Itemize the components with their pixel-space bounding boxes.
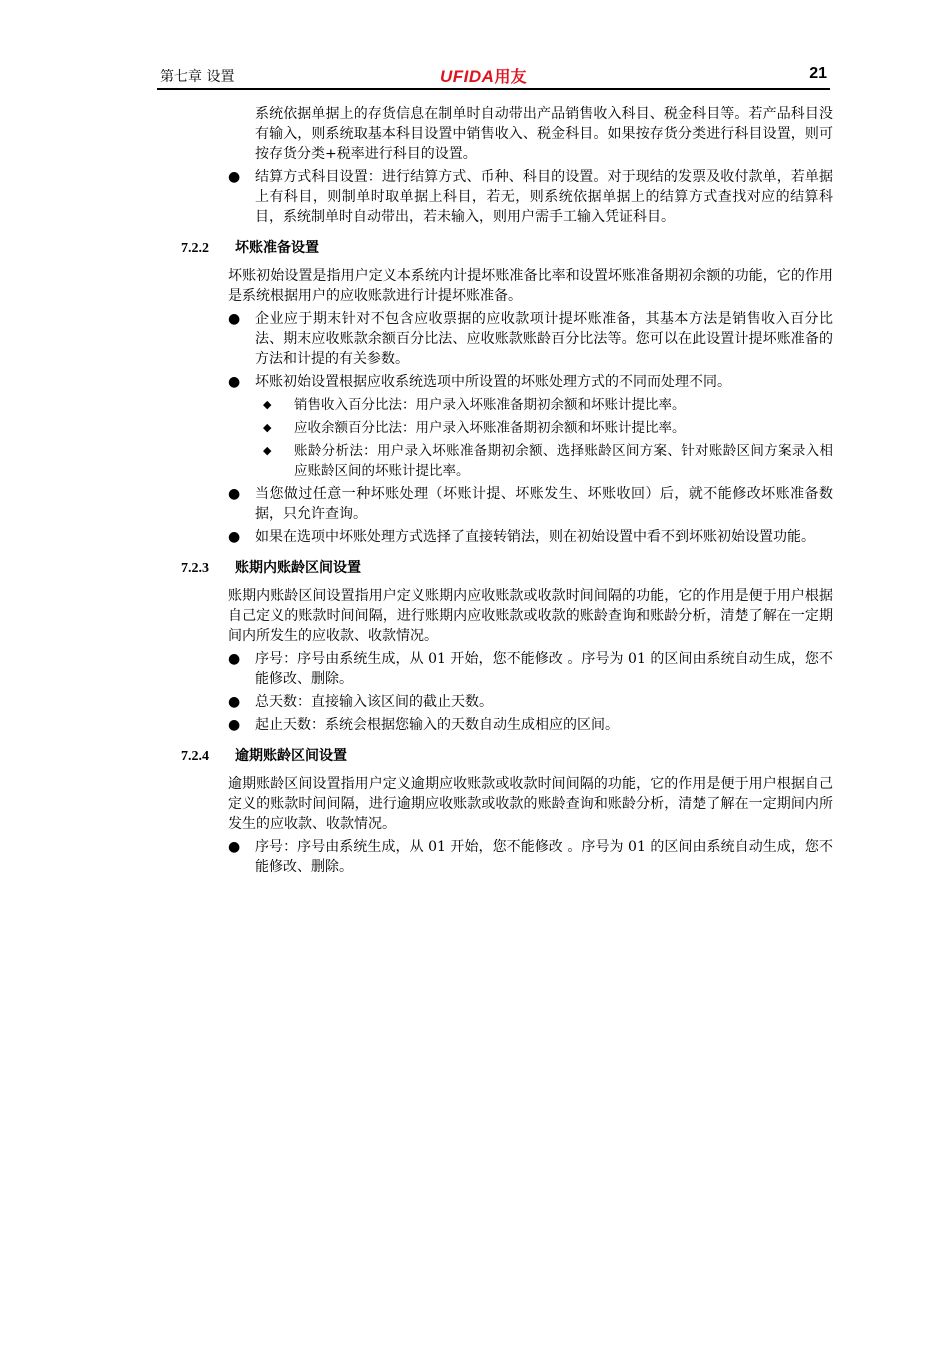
section-title: 逾期账龄区间设置	[235, 748, 347, 764]
bullet-icon: ●	[228, 169, 241, 185]
bullet-text: 企业应于期末针对不包含应收票据的应收款项计提坏账准备，其基本方法是销售收入百分比法、期末应收账款余额百分比法、应收账款账龄百分比法等。您可以在此设置计提坏账准备的方法和计提的有关参数。	[255, 311, 833, 367]
page-number: 21	[809, 65, 827, 82]
bullet-text: 序号：序号由系统生成，从 01 开始，您不能修改 。序号为 01 的区间由系统自动生成，您不能修改、删除。	[255, 651, 833, 687]
bullet-icon: ●	[228, 839, 241, 855]
sub-list-item	[263, 418, 833, 438]
section-paragraph: 逾期账龄区间设置指用户定义逾期应收账款或收款时间间隔的功能，它的作用是便于用户根据自己定义的账款时间间隔，进行逾期应收账款或收款的账龄查询和账龄分析，清楚了解在一定期间内所发生的应收款、收款情况。	[228, 776, 833, 832]
section-heading	[181, 237, 833, 260]
list-item	[228, 649, 833, 689]
bullet-text: 序号：序号由系统生成，从 01 开始，您不能修改 。序号为 01 的区间由系统自动生成，您不能修改、删除。	[255, 839, 833, 875]
sub-bullet-text: 账龄分析法：用户录入坏账准备期初余额、选择账龄区间方案、针对账龄区间方案录入相应账龄区间的坏账计提比率。	[294, 443, 833, 479]
bullet-text: 结算方式科目设置：进行结算方式、币种、科目的设置。对于现结的发票及收付款单，若单据上有科目，则制单时取单据上科目，若无，则系统依据单据上的结算方式查找对应的结算科目，系统制单时自动带出，若未输入，则用户需手工输入凭证科目。	[255, 169, 833, 225]
ufida-logo: UFIDA用友	[440, 67, 527, 86]
section-number: 7.2.3	[181, 561, 209, 576]
list-item	[228, 692, 833, 712]
page-content	[157, 104, 833, 877]
diamond-bullet-icon: ◆	[263, 444, 272, 457]
section-title: 坏账准备设置	[235, 240, 319, 256]
section-number: 7.2.2	[181, 241, 209, 256]
chapter-title: 第七章 设置	[160, 69, 235, 85]
bullet-text: 起止天数：系统会根据您输入的天数自动生成相应的区间。	[255, 717, 619, 733]
diamond-bullet-icon: ◆	[263, 421, 272, 434]
bullet-icon: ●	[228, 529, 241, 545]
list-item	[228, 167, 833, 227]
list-item	[228, 372, 833, 392]
bullet-text: 当您做过任意一种坏账处理（坏账计提、坏账发生、坏账收回）后，就不能修改坏账准备数据，只允许查询。	[255, 486, 833, 522]
bullet-icon: ●	[228, 374, 241, 390]
list-item	[228, 309, 833, 369]
bullet-text: 总天数：直接输入该区间的截止天数。	[255, 694, 493, 710]
bullet-icon: ●	[228, 486, 241, 502]
intro-paragraph: 系统依据单据上的存货信息在制单时自动带出产品销售收入科目、税金科目等。若产品科目没有输入，则系统取基本科目设置中销售收入、税金科目。如果按存货分类进行科目设置，则可按存货分类+税率进行科目的设置。	[255, 106, 833, 162]
section-paragraph: 账期内账龄区间设置指用户定义账期内应收账款或收款时间间隔的功能，它的作用是便于用户根据自己定义的账款时间间隔，进行账期内应收账款或收款的账龄查询和账龄分析，清楚了解在一定期间内所发生的应收款、收款情况。	[228, 588, 833, 644]
section-heading	[181, 745, 833, 768]
sub-bullet-text: 销售收入百分比法：用户录入坏账准备期初余额和坏账计提比率。	[294, 397, 686, 413]
bullet-text: 坏账初始设置根据应收系统选项中所设置的坏账处理方式的不同而处理不同。	[255, 374, 731, 390]
sub-list-item	[263, 441, 833, 481]
bullet-text: 如果在选项中坏账处理方式选择了直接转销法，则在初始设置中看不到坏账初始设置功能。	[255, 529, 815, 545]
list-item	[228, 527, 833, 547]
sub-list-item	[263, 395, 833, 415]
page-header	[157, 64, 830, 90]
section-number: 7.2.4	[181, 749, 209, 764]
header-rule	[157, 88, 830, 90]
sub-bullet-text: 应收余额百分比法：用户录入坏账准备期初余额和坏账计提比率。	[294, 420, 686, 436]
bullet-icon: ●	[228, 651, 241, 667]
section-title: 账期内账龄区间设置	[235, 560, 361, 576]
list-item	[228, 715, 833, 735]
diamond-bullet-icon: ◆	[263, 398, 272, 411]
bullet-icon: ●	[228, 311, 241, 327]
bullet-icon: ●	[228, 717, 241, 733]
section-heading	[181, 557, 833, 580]
section-paragraph: 坏账初始设置是指用户定义本系统内计提坏账准备比率和设置坏账准备期初余额的功能，它的作用是系统根据用户的应收账款进行计提坏账准备。	[228, 268, 833, 304]
list-item	[228, 484, 833, 524]
list-item	[228, 837, 833, 877]
bullet-icon: ●	[228, 694, 241, 710]
